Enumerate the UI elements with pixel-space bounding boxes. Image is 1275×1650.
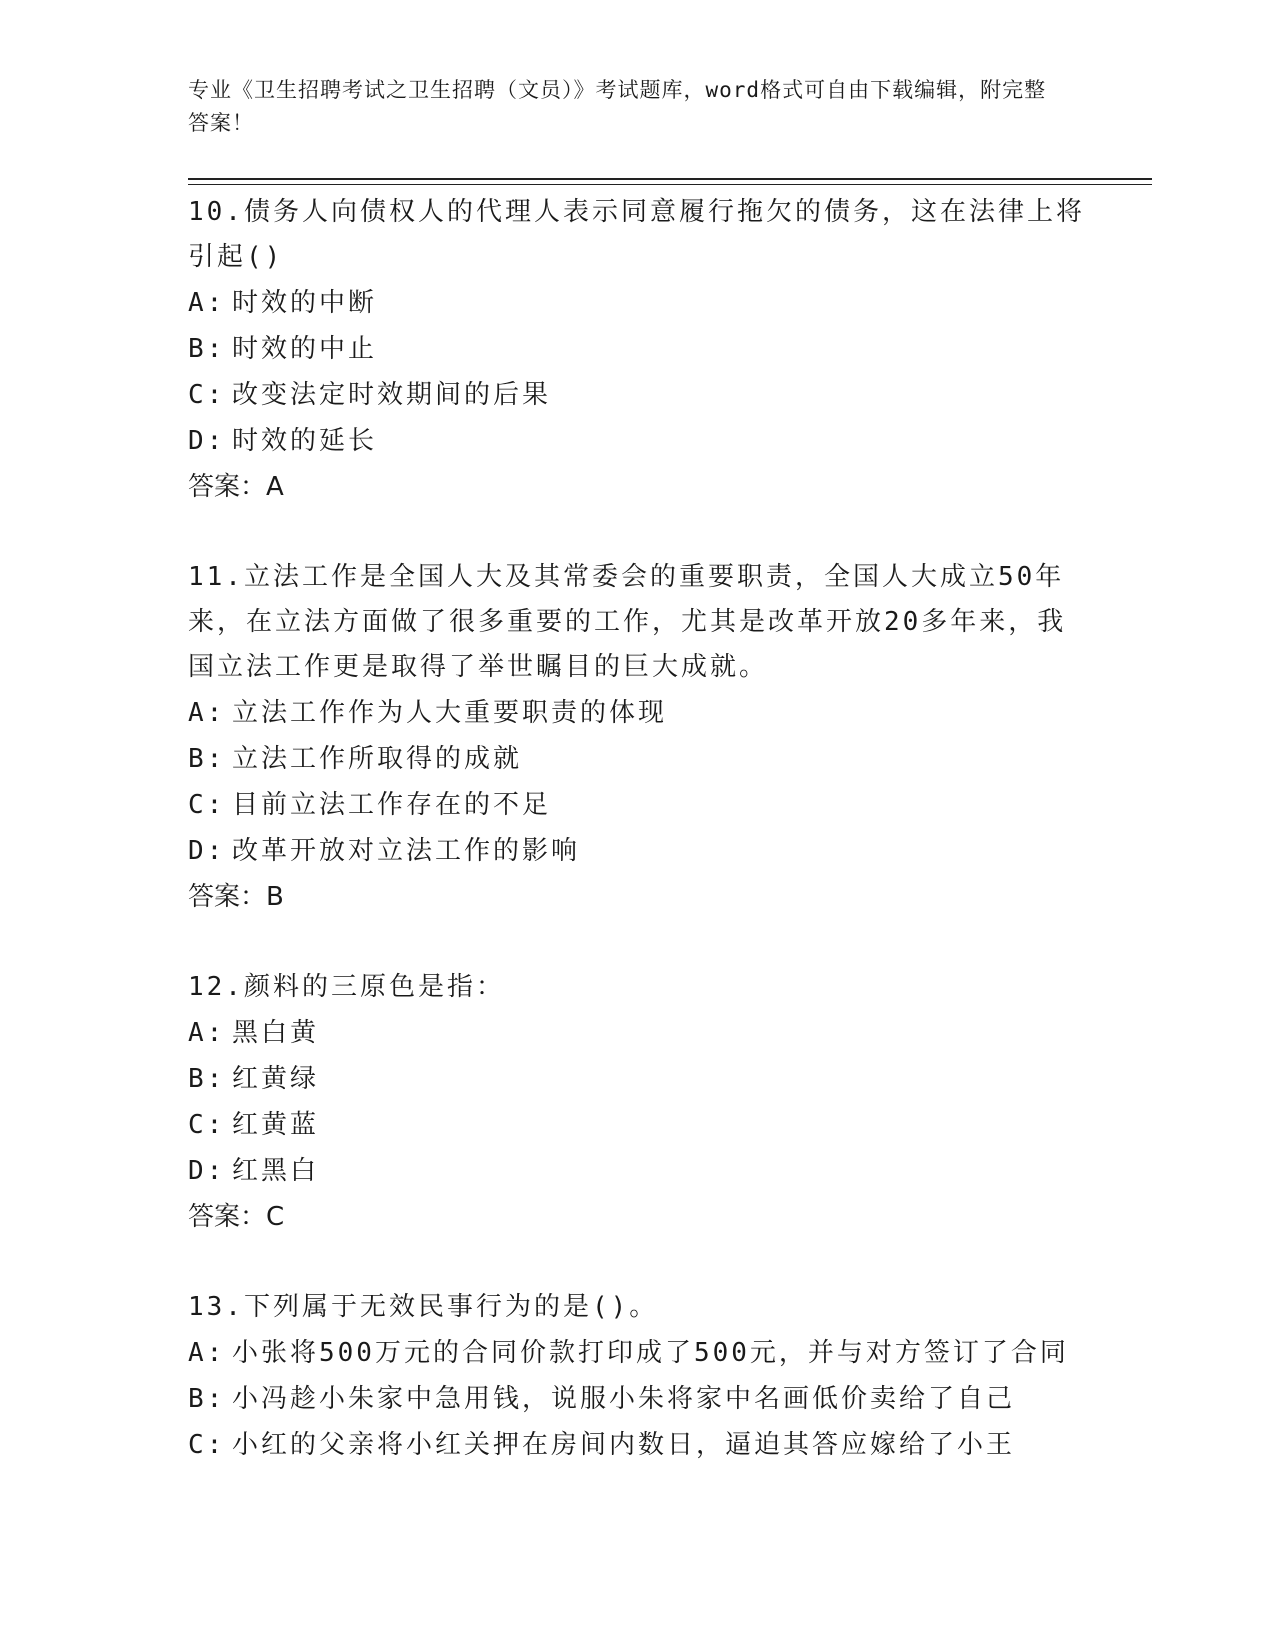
header-divider-thick <box>188 178 1152 180</box>
question-stem: 13.下列属于无效民事行为的是()。 <box>188 1292 659 1322</box>
option-b <box>188 326 1088 372</box>
option-a <box>188 690 1088 736</box>
option-letter: A: <box>188 1338 226 1368</box>
option-text: 改变法定时效期间的后果 <box>232 380 552 410</box>
option-text: 红黄绿 <box>232 1064 320 1094</box>
option-letter: A: <box>188 698 226 728</box>
question-12 <box>188 965 1088 1240</box>
option-d <box>188 828 1088 874</box>
option-text: 立法工作作为人大重要职责的体现 <box>232 698 668 728</box>
option-letter: D: <box>188 1156 226 1186</box>
option-letter: C: <box>188 1110 226 1140</box>
question-stem: 11.立法工作是全国人大及其常委会的重要职责，全国人大成立50年来，在立法方面做了很多重要的工作，尤其是改革开放20多年来，我国立法工作更是取得了举世瞩目的巨大成就。 <box>188 562 1067 682</box>
option-text: 改革开放对立法工作的影响 <box>232 836 581 866</box>
option-letter: B: <box>188 1384 226 1414</box>
option-letter: B: <box>188 1064 226 1094</box>
option-c <box>188 782 1088 828</box>
option-letter: D: <box>188 426 226 456</box>
question-10 <box>188 190 1088 510</box>
option-letter: D: <box>188 836 226 866</box>
option-c <box>188 1422 1088 1468</box>
option-letter: A: <box>188 288 226 318</box>
option-b <box>188 736 1088 782</box>
option-c <box>188 372 1088 418</box>
option-text: 立法工作所取得的成就 <box>232 744 523 774</box>
option-c <box>188 1102 1088 1148</box>
question-stem: 10.债务人向债权人的代理人表示同意履行拖欠的债务，这在法律上将引起() <box>188 197 1085 272</box>
option-letter: C: <box>188 380 226 410</box>
option-b <box>188 1376 1088 1422</box>
answer-line: 答案：A <box>188 472 284 502</box>
question-stem: 12.颜料的三原色是指： <box>188 972 505 1002</box>
option-text: 红黑白 <box>232 1156 320 1186</box>
option-a <box>188 1010 1088 1056</box>
option-text: 小红的父亲将小红关押在房间内数日，逼迫其答应嫁给了小王 <box>232 1430 1016 1460</box>
question-11 <box>188 555 1088 920</box>
option-a <box>188 1330 1088 1376</box>
answer-line: 答案：B <box>188 882 284 912</box>
option-d <box>188 418 1088 464</box>
option-text: 黑白黄 <box>232 1018 320 1048</box>
option-letter: C: <box>188 1430 226 1460</box>
question-list <box>188 190 1088 1513</box>
option-letter: B: <box>188 744 226 774</box>
option-b <box>188 1056 1088 1102</box>
option-letter: A: <box>188 1018 226 1048</box>
option-text: 时效的延长 <box>232 426 378 456</box>
option-text: 目前立法工作存在的不足 <box>232 790 552 820</box>
option-text: 时效的中止 <box>232 334 378 364</box>
option-text: 时效的中断 <box>232 288 378 318</box>
option-text: 小张将500万元的合同价款打印成了500元，并与对方签订了合同 <box>232 1338 1069 1368</box>
question-13 <box>188 1285 1088 1468</box>
page-header: 专业《卫生招聘考试之卫生招聘（文员）》考试题库，word格式可自由下载编辑，附完整答案！ <box>188 78 1047 135</box>
option-text: 红黄蓝 <box>232 1110 320 1140</box>
option-text: 小冯趁小朱家中急用钱，说服小朱将家中名画低价卖给了自己 <box>232 1384 1016 1414</box>
option-letter: C: <box>188 790 226 820</box>
option-d <box>188 1148 1088 1194</box>
option-a <box>188 280 1088 326</box>
header-divider-thin <box>188 184 1152 185</box>
option-letter: B: <box>188 334 226 364</box>
answer-line: 答案：C <box>188 1202 285 1232</box>
